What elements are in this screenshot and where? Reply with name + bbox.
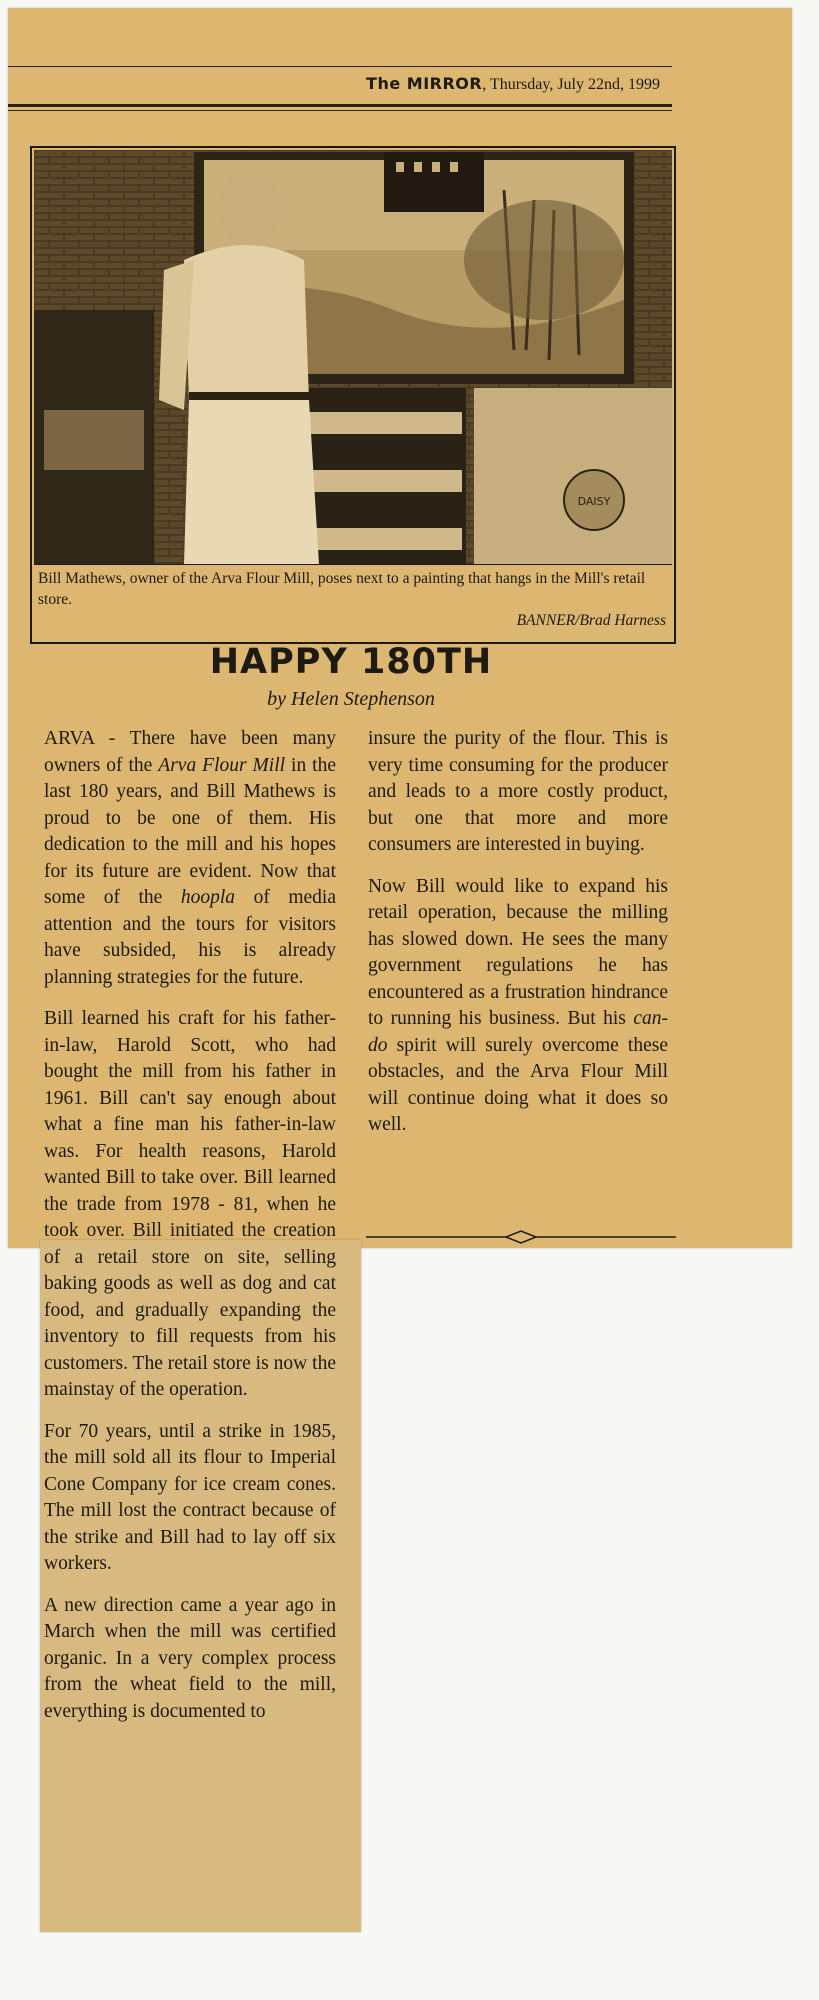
mill-photo-illustration bbox=[34, 150, 672, 564]
issue-date: , Thursday, July 22nd, 1999 bbox=[482, 76, 660, 93]
article-paragraph: ARVA - There have been many owners of the Arva Flour Mill in the last 180 years, and Bill Mathews is proud to be one of them. His dedication to the mill and his hopes for its future are evident. Now that some of the hoopla of media attention and the tours for visitors have subsided, his is already planning strategies for the future. bbox=[44, 728, 337, 988]
paper-name: The MIRROR bbox=[366, 74, 483, 93]
italic-phrase: Arva Flour Mill bbox=[158, 754, 286, 776]
mill-photo bbox=[34, 150, 672, 565]
italic-phrase: hoopla bbox=[180, 887, 236, 908]
svg-text:DAISY: DAISY bbox=[577, 495, 611, 508]
photo-caption: Bill Mathews, owner of the Arva Flour Mill, poses next to a painting that hangs in the Mill's retail store. bbox=[38, 570, 646, 608]
italic-phrase: can-do bbox=[368, 1008, 668, 1056]
photo-credit: BANNER/Brad Harness bbox=[516, 612, 666, 629]
article-paragraph: Now Bill would like to expand his retail operation, because the milling has slowed down. He sees the many government regulations he has encountered as a frustration hindrance to running his business. But his can-do spirit will surely overcome these obstacles, and the Arva Flour Mill will continue doing what it does so well. bbox=[368, 875, 668, 1135]
masthead-rule-bottom-thin bbox=[8, 110, 672, 111]
masthead-rule-top bbox=[8, 66, 672, 67]
masthead-rule-bottom bbox=[8, 104, 672, 107]
masthead bbox=[160, 74, 660, 94]
article-paragraph: Bill learned his craft for his father-in-law, Harold Scott, who had bought the mill from his father in 1961. Bill can't say enough about what a fine man his father-in-law was. For health reasons, Harold wanted Bill to take over. Bill learned the trade from 1978 - 81, when he took over. Bill initiated the creation of a retail store on site, selling baking goods as well as dog and cat food, and gradually expanding the inventory to fill requests from his customers. The retail store is now the mainstay of the operation. bbox=[44, 1008, 336, 1400]
photo-box bbox=[30, 146, 676, 644]
article-column-left bbox=[44, 726, 336, 1740]
headline: HAPPY 180TH bbox=[209, 642, 493, 682]
article-paragraph: insure the purity of the flour. This is very time consuming for the producer and leads to a more costly product, but one that more and more consumers are interested in buying. bbox=[368, 728, 668, 855]
byline: by Helen Stephenson bbox=[267, 688, 435, 710]
article-paragraph: For 70 years, until a strike in 1985, the mill sold all its flour to Imperial Cone Company for ice cream cones. The mill lost the contract because of the strike and Bill had to lay off six workers. bbox=[44, 1420, 336, 1574]
article-column-right bbox=[368, 726, 668, 1154]
article-paragraph: A new direction came a year ago in March when the mill was certified organic. In a very complex process from the wheat field to the mill, everything is documented to bbox=[44, 1594, 336, 1722]
article-end-ornament bbox=[366, 1230, 676, 1244]
